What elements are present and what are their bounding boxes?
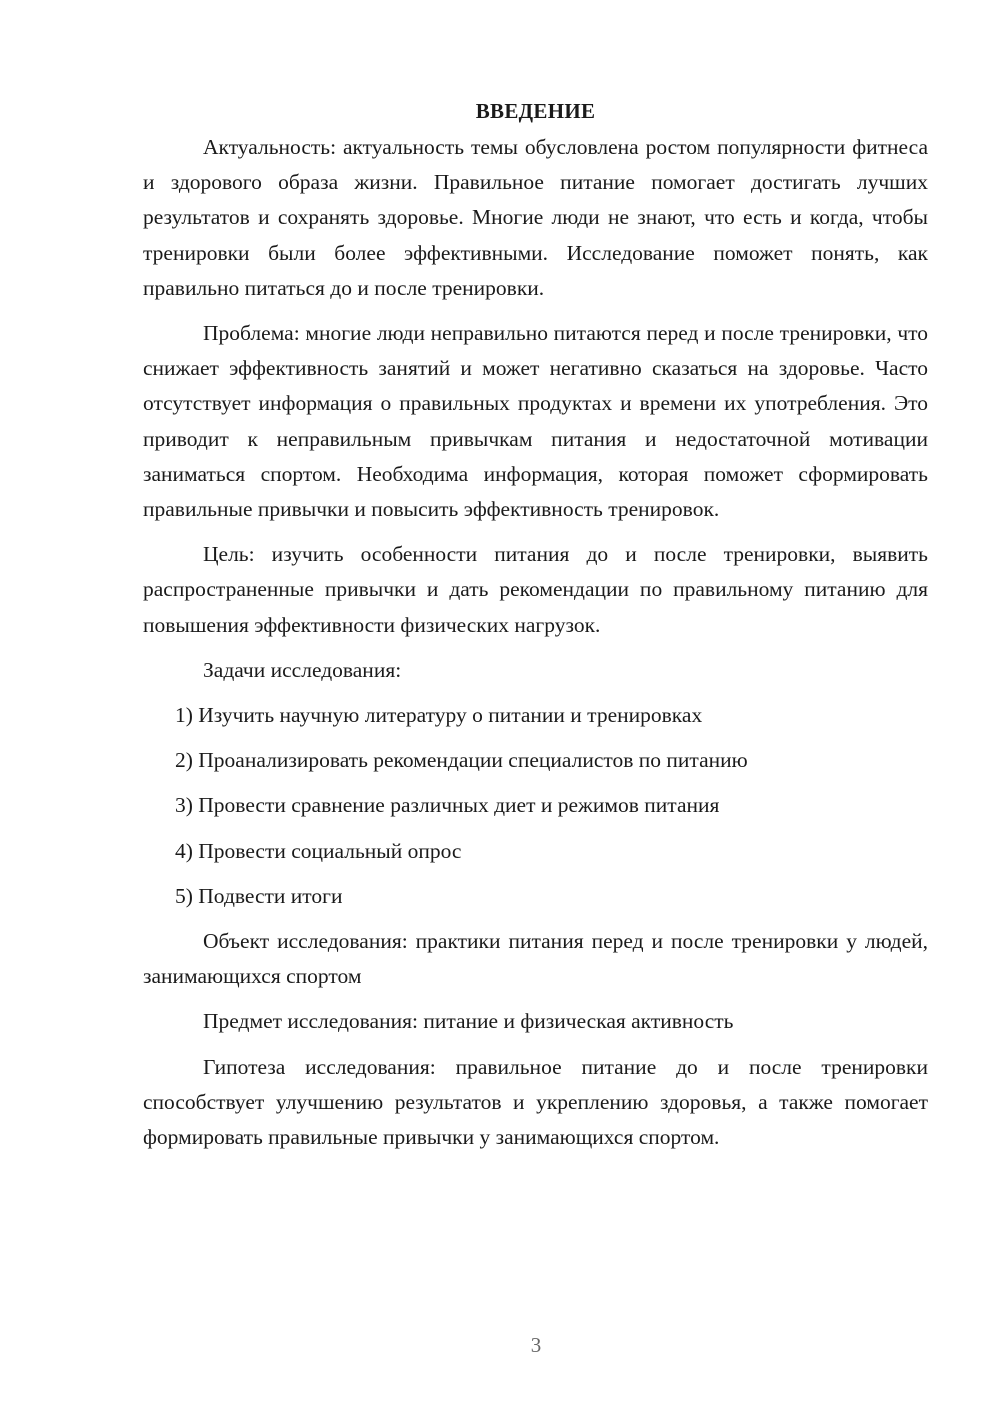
goal-paragraph: Цель: изучить особенности питания до и после тренировки, выявить распространенные привычки и дать рекомендации по правильному питанию для повышения эффективности физических нагрузок. — [143, 542, 928, 637]
subject-paragraph: Предмет исследования: питание и физическая активность — [203, 1009, 734, 1034]
object-paragraph: Объект исследования: практики питания перед и после тренировки у людей, занимающихся спортом — [143, 929, 928, 989]
tasks-list — [143, 698, 928, 914]
page-number: 3 — [530, 1333, 542, 1357]
page-title: ВВЕДЕНИЕ — [475, 99, 596, 123]
tasks-label: Задачи исследования: — [203, 657, 402, 682]
task-item: 5) Подвести итоги — [175, 883, 343, 908]
problem-paragraph: Проблема: многие люди неправильно питаются перед и после тренировки, что снижает эффективность занятий и может негативно сказаться на здоровье. Часто отсутствует информация о правильных продуктах и времени их употребления. Это приводит к неправильным привычкам питания и недостаточной мотивации заниматься спортом. Необходима информация, которая поможет сформировать правильные привычки и повысить эффективность тренировок. — [143, 321, 928, 522]
task-item: 2) Проанализировать рекомендации специалистов по питанию — [175, 748, 748, 773]
task-item: 3) Провести сравнение различных диет и режимов питания — [175, 793, 720, 818]
task-item: 1) Изучить научную литературу о питании и тренировках — [175, 703, 703, 728]
page-content — [143, 94, 928, 1165]
task-item: 4) Провести социальный опрос — [175, 838, 462, 863]
relevance-paragraph: Актуальность: актуальность темы обусловлена ростом популярности фитнеса и здорового образа жизни. Правильное питание помогает достигать лучших результатов и сохранять здоровье. Многие люди не знают, что есть и когда, чтобы тренировки были более эффективными. Исследование поможет понять, как правильно питаться до и после тренировки. — [143, 135, 928, 300]
hypothesis-paragraph: Гипотеза исследования: правильное питание до и после тренировки способствует улучшению результатов и укреплению здоровья, а также помогает формировать правильные привычки у занимающихся спортом. — [143, 1054, 928, 1150]
